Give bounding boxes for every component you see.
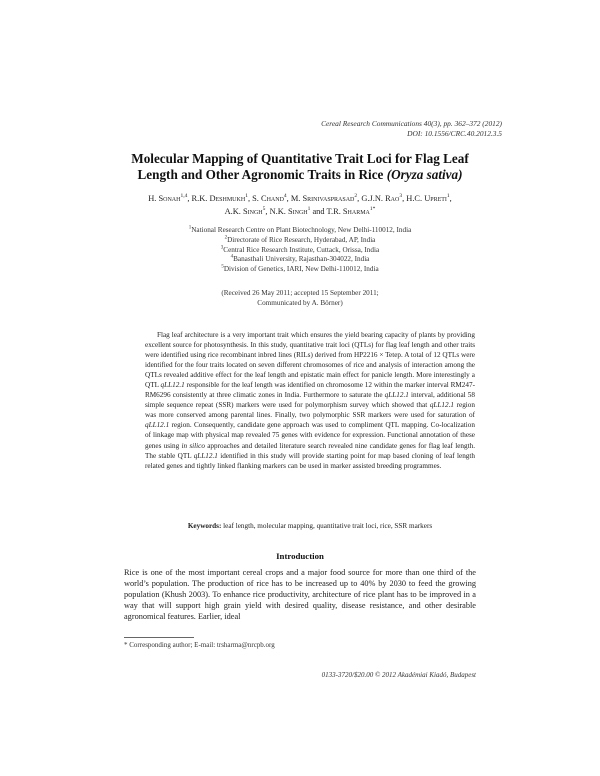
- author-affil-sup: 1: [245, 193, 248, 200]
- abstract: [145, 330, 475, 471]
- author-affil-sup: 4: [283, 193, 287, 200]
- author-line-2: [112, 206, 488, 219]
- author-surname: Chand: [260, 194, 284, 203]
- affiliation: $^4$Banasthali University, Rajasthan-304022, India: [230, 255, 370, 264]
- author: H.C. Upreti$^1$,: [406, 193, 452, 203]
- qtl-name: qLL12.1: [384, 391, 409, 400]
- qtl-name: qLL12.1: [145, 421, 170, 430]
- in-silico-term: in silico: [181, 441, 205, 450]
- author: A.K. Singh$^5$,: [224, 205, 270, 216]
- author-affil-sup: 1*: [369, 205, 376, 212]
- title-line-2-text: Length and Other Agronomic Traits in Rice: [137, 167, 384, 182]
- author-affil-sup: 1: [307, 205, 311, 212]
- qtl-name: qLL12.1: [160, 381, 185, 390]
- journal-citation: Cereal Research Communications 40(3), pp. 362–372 (2012): [321, 119, 502, 128]
- author-surname: Rao: [385, 194, 400, 203]
- received-line-2: Communicated by A. Börner): [257, 299, 343, 307]
- author-surname: Deshmukh: [209, 194, 246, 203]
- author-affil-sup: 1: [446, 193, 450, 200]
- keywords-text: leaf length, molecular mapping, quantitative trait loci, rice, SSR markers: [221, 522, 433, 530]
- author: G.J.N. Rao$^3$,: [361, 193, 407, 203]
- corresponding-author-footnote: * Corresponding author; E-mail: trsharma@nrcpb.org: [124, 641, 275, 649]
- author-surname: Upreti: [424, 194, 447, 203]
- affiliation: $^2$Directorate of Rice Research, Hyderabad, AP, India: [224, 235, 376, 244]
- title-line-1: Molecular Mapping of Quantitative Trait Loci for Flag Leaf: [131, 151, 469, 166]
- author-surname: Sonah: [158, 194, 181, 203]
- affiliation: $^5$Division of Genetics, IARI, New Delhi-110012, India: [221, 264, 379, 274]
- journal-doi: DOI: 10.1556/CRC.40.2012.3.5: [407, 129, 502, 138]
- author: S. Chand$^4$,: [252, 193, 291, 203]
- keywords: [145, 521, 475, 531]
- affiliation: $^3$Central Rice Research Institute, Cuttack, Orissa, India: [220, 245, 380, 254]
- section-heading-introduction: Introduction: [276, 551, 324, 561]
- received-dates: [100, 288, 500, 308]
- author-affil-sup: 3: [399, 193, 403, 200]
- author-affil-sup: 2: [354, 193, 358, 200]
- author-surname: Srinivasprasad: [302, 194, 355, 203]
- keywords-label: Keywords:: [187, 522, 222, 530]
- author-list: [112, 193, 488, 218]
- author-affil-sup: 1,4: [180, 193, 188, 200]
- paper-title: [110, 151, 490, 183]
- author: R.K. Deshmukh$^1$,: [191, 193, 253, 203]
- author-surname: Singh: [287, 206, 308, 216]
- author-line-1: [112, 193, 488, 206]
- journal-header: [122, 119, 502, 139]
- abstract-paragraph: Flag leaf architecture is a very important trait which ensures the yield bearing capacity of plants by providing excellent source for photosynthesis. In this study, quantitative trait loci (QTLs) for flag leaf length and other traits were identified using rice recombinant inbred lines (RILs) derived from HP2216 × Tetep. A total of 12 QTLs were identified for the four traits located on seven different chromosomes of rice and analysis of interaction among the QTLs revealed additive effect for the leaf length and epistatic main effect for panicle length. More interestingly a QTL qLL12.1 responsible for the leaf length was identified on chromosome 12 within the marker interval RM247-RM6296 consistently at three climatic zones in India. Furthermore to saturate the qLL12.1 interval, additional 58 simple sequence repeat (SSR) markers were used for polymorphism survey which showed that qLL12.1 region was more conserved among parental lines. Finally, two polymorphic SSR markers were used for saturation of qLL12.1 region. Consequently, candidate gene approach was used to compliment QTL mapping. Co-localization of linkage map with physical map revealed 75 genes with evidence for expression. Functional annotation of these genes using in silico approaches and detailed literature search revealed nine candidate genes for flag leaf length. The stable QTL qLL12.1 identified in this study will provide starting point for map based cloning of leaf length related genes and tightly linked flanking markers can be used in marker assisted breeding programmes.: [145, 331, 475, 470]
- introduction-paragraph: Rice is one of the most important cereal crops and a major food source for more than one third of the world’s population. The production of rice has to be increased up to 40% by 2030 to feed the growing population (Khush 2003). To enhance rice productivity, architecture of rice plant has to be improved in a way that will support high grain yield with desired quality, disease resistance, and other desirable agronomical features. Earlier, ideal: [124, 568, 476, 622]
- affiliation: $^1$National Research Centre on Plant Biotechnology, New Delhi-110012, India: [188, 225, 412, 234]
- author: T.R. Sharma$^{1*}$: [326, 205, 376, 216]
- author-surname: Sharma: [342, 206, 370, 216]
- author-surname: Singh: [242, 206, 263, 216]
- introduction-body: [124, 567, 476, 622]
- author: N.K. Singh$^1$ and: [269, 205, 327, 216]
- footnote-divider: [124, 637, 194, 638]
- author: M. Srinivasprasad$^2$,: [290, 193, 362, 203]
- author-affil-sup: 5: [262, 205, 266, 212]
- author: H. Sonah$^{1,4}$,: [148, 193, 192, 203]
- title-species: (Oryza sativa): [386, 167, 463, 182]
- affiliations: [100, 226, 500, 275]
- copyright-line: 0133-3720/$20.00 © 2012 Akadémiai Kiadó, Budapest: [321, 671, 476, 679]
- title-line-2: [110, 167, 490, 183]
- qtl-name: qLL12.1: [429, 401, 454, 410]
- received-line-1: (Received 26 May 2011; accepted 15 September 2011;: [221, 289, 379, 297]
- qtl-name: qLL12.1: [193, 451, 218, 460]
